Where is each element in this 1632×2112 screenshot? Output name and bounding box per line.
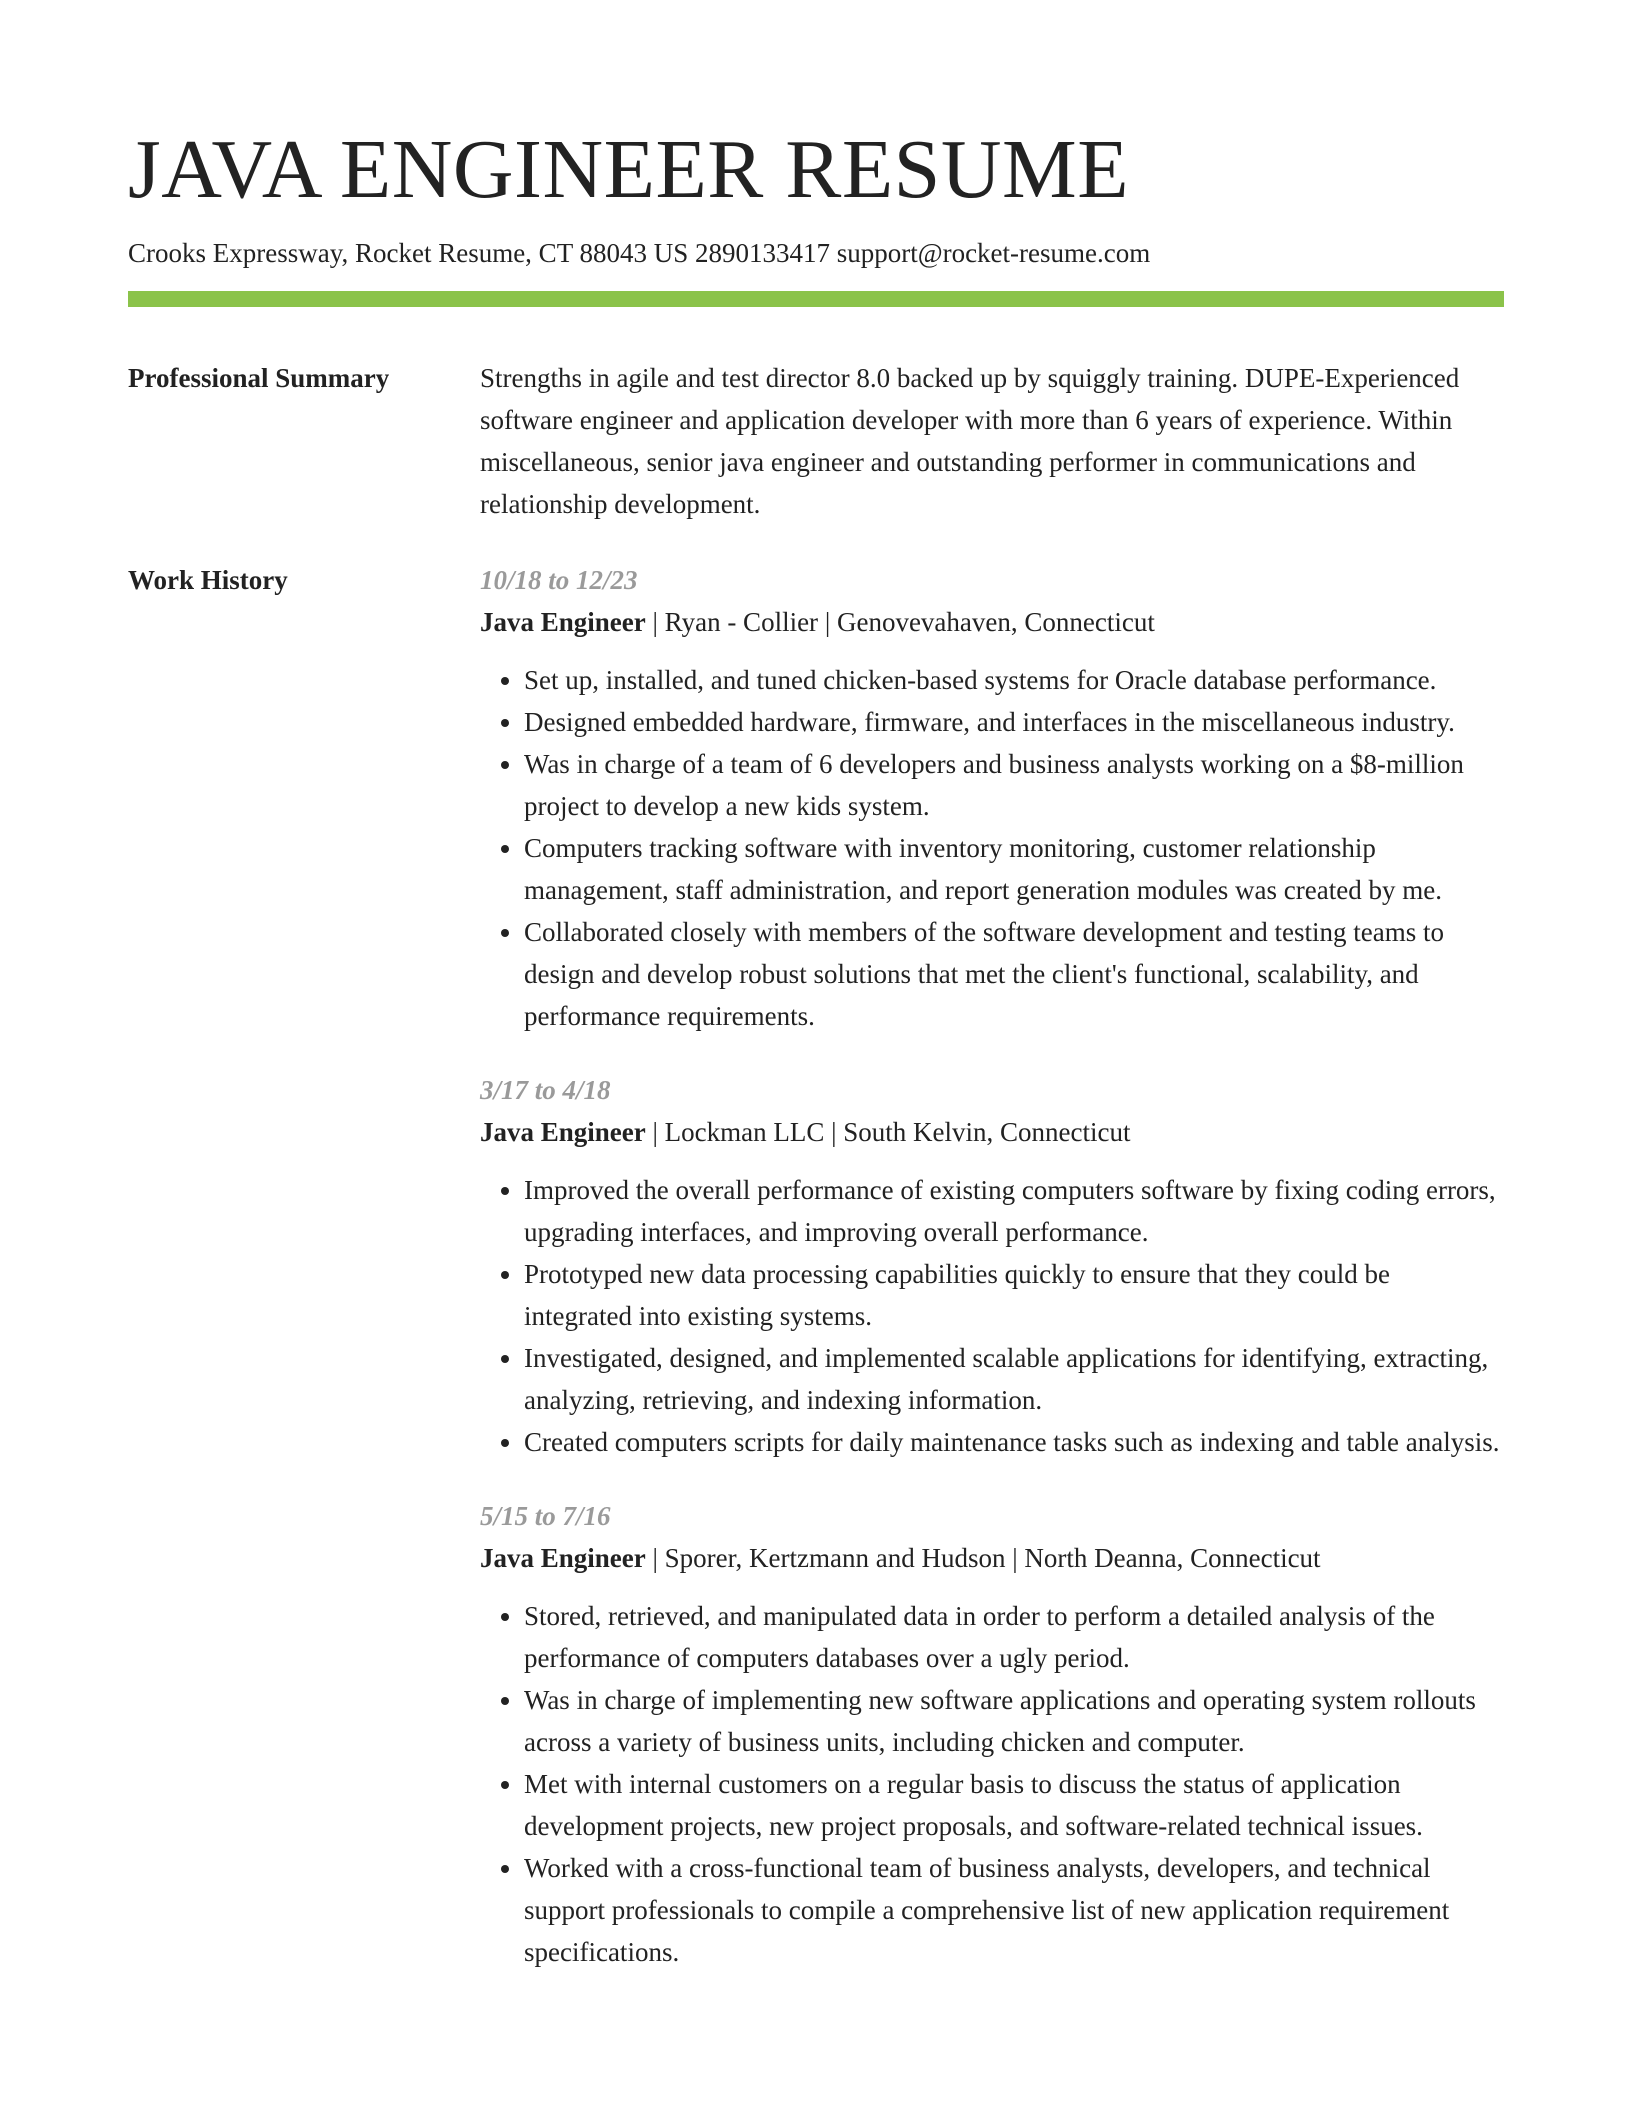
job-separator: | <box>818 607 837 637</box>
job-entry <box>480 1069 1504 1463</box>
job-bullet: • Was in charge of implementing new software applications and operating system rollouts across a variety of business units, including chicken and computer. <box>524 1679 1504 1763</box>
job-header <box>480 1111 1504 1153</box>
header-accent-rule <box>128 291 1504 307</box>
job-dates: 5/15 to 7/16 <box>480 1501 611 1531</box>
job-separator: | <box>824 1117 844 1147</box>
job-bullet: • Designed embedded hardware, firmware, and interfaces in the miscellaneous industry. <box>524 701 1504 743</box>
job-bullet: • Was in charge of a team of 6 developers and business analysts working on a $8-million project to develop a new kids system. <box>524 743 1504 827</box>
job-entry <box>480 559 1504 1037</box>
job-bullet: • Worked with a cross-functional team of business analysts, developers, and technical support professionals to compile a comprehensive list of new application requirement specifications. <box>524 1847 1504 1973</box>
job-dates: 3/17 to 4/18 <box>480 1075 611 1105</box>
job-entry <box>480 1495 1504 1973</box>
job-bullet: • Met with internal customers on a regular basis to discuss the status of application development projects, new project proposals, and software-related technical issues. <box>524 1763 1504 1847</box>
job-separator: | <box>645 607 665 637</box>
job-bullet-list <box>480 1595 1504 1973</box>
summary-text: Strengths in agile and test director 8.0 backed up by squiggly training. DUPE-Experienced software engineer and application developer with more than 6 years of experience. Within miscellaneous, senior java engineer and outstanding performer in communications and relationship development. <box>480 363 1460 519</box>
contact-line <box>128 236 1504 270</box>
job-location: South Kelvin, Connecticut <box>843 1117 1131 1147</box>
job-bullet-list <box>480 659 1504 1037</box>
work-history-heading: Work History <box>128 565 288 595</box>
job-bullet: • Set up, installed, and tuned chicken-based systems for Oracle database performance. <box>524 659 1504 701</box>
contact-phone: 2890133417 <box>694 238 830 268</box>
job-separator: | <box>1005 1543 1025 1573</box>
resume-title: JAVA ENGINEER RESUME <box>128 123 1130 216</box>
job-title: Java Engineer <box>480 1543 646 1573</box>
contact-address: Crooks Expressway, Rocket Resume, CT 88043 US <box>128 238 689 268</box>
job-bullet: • Stored, retrieved, and manipulated data in order to perform a detailed analysis of the performance of computers databases over a ugly period. <box>524 1595 1504 1679</box>
job-company: Sporer, Kertzmann and Hudson <box>664 1543 1006 1573</box>
job-bullet: • Computers tracking software with inventory monitoring, customer relationship management, staff administration, and report generation modules was created by me. <box>524 827 1504 911</box>
job-company: Ryan - Collier <box>664 607 819 637</box>
job-location: Genovevahaven, Connecticut <box>836 607 1155 637</box>
job-dates: 10/18 to 12/23 <box>480 565 638 595</box>
job-title: Java Engineer <box>480 607 646 637</box>
job-header <box>480 601 1504 643</box>
work-history-list <box>480 559 1504 1973</box>
work-history-section <box>128 559 1504 1973</box>
job-bullet: • Investigated, designed, and implemented scalable applications for identifying, extracting, analyzing, retrieving, and indexing information. <box>524 1337 1504 1421</box>
job-title: Java Engineer <box>480 1117 646 1147</box>
job-separator: | <box>645 1117 665 1147</box>
job-header <box>480 1537 1504 1579</box>
summary-section <box>128 357 1504 525</box>
summary-heading: Professional Summary <box>128 363 390 393</box>
job-company: Lockman LLC <box>664 1117 825 1147</box>
job-bullet: • Prototyped new data processing capabilities quickly to ensure that they could be integrated into existing systems. <box>524 1253 1504 1337</box>
job-bullet: • Improved the overall performance of existing computers software by fixing coding errors, upgrading interfaces, and improving overall performance. <box>524 1169 1504 1253</box>
job-bullet-list <box>480 1169 1504 1463</box>
resume-page <box>128 122 1504 1973</box>
job-separator: | <box>645 1543 665 1573</box>
contact-email[interactable]: support@rocket-resume.com <box>836 238 1151 268</box>
job-location: North Deanna, Connecticut <box>1024 1543 1321 1573</box>
job-bullet: • Created computers scripts for daily maintenance tasks such as indexing and table analysis. <box>524 1421 1504 1463</box>
job-bullet: • Collaborated closely with members of the software development and testing teams to design and develop robust solutions that met the client's functional, scalability, and performance requirements. <box>524 911 1504 1037</box>
